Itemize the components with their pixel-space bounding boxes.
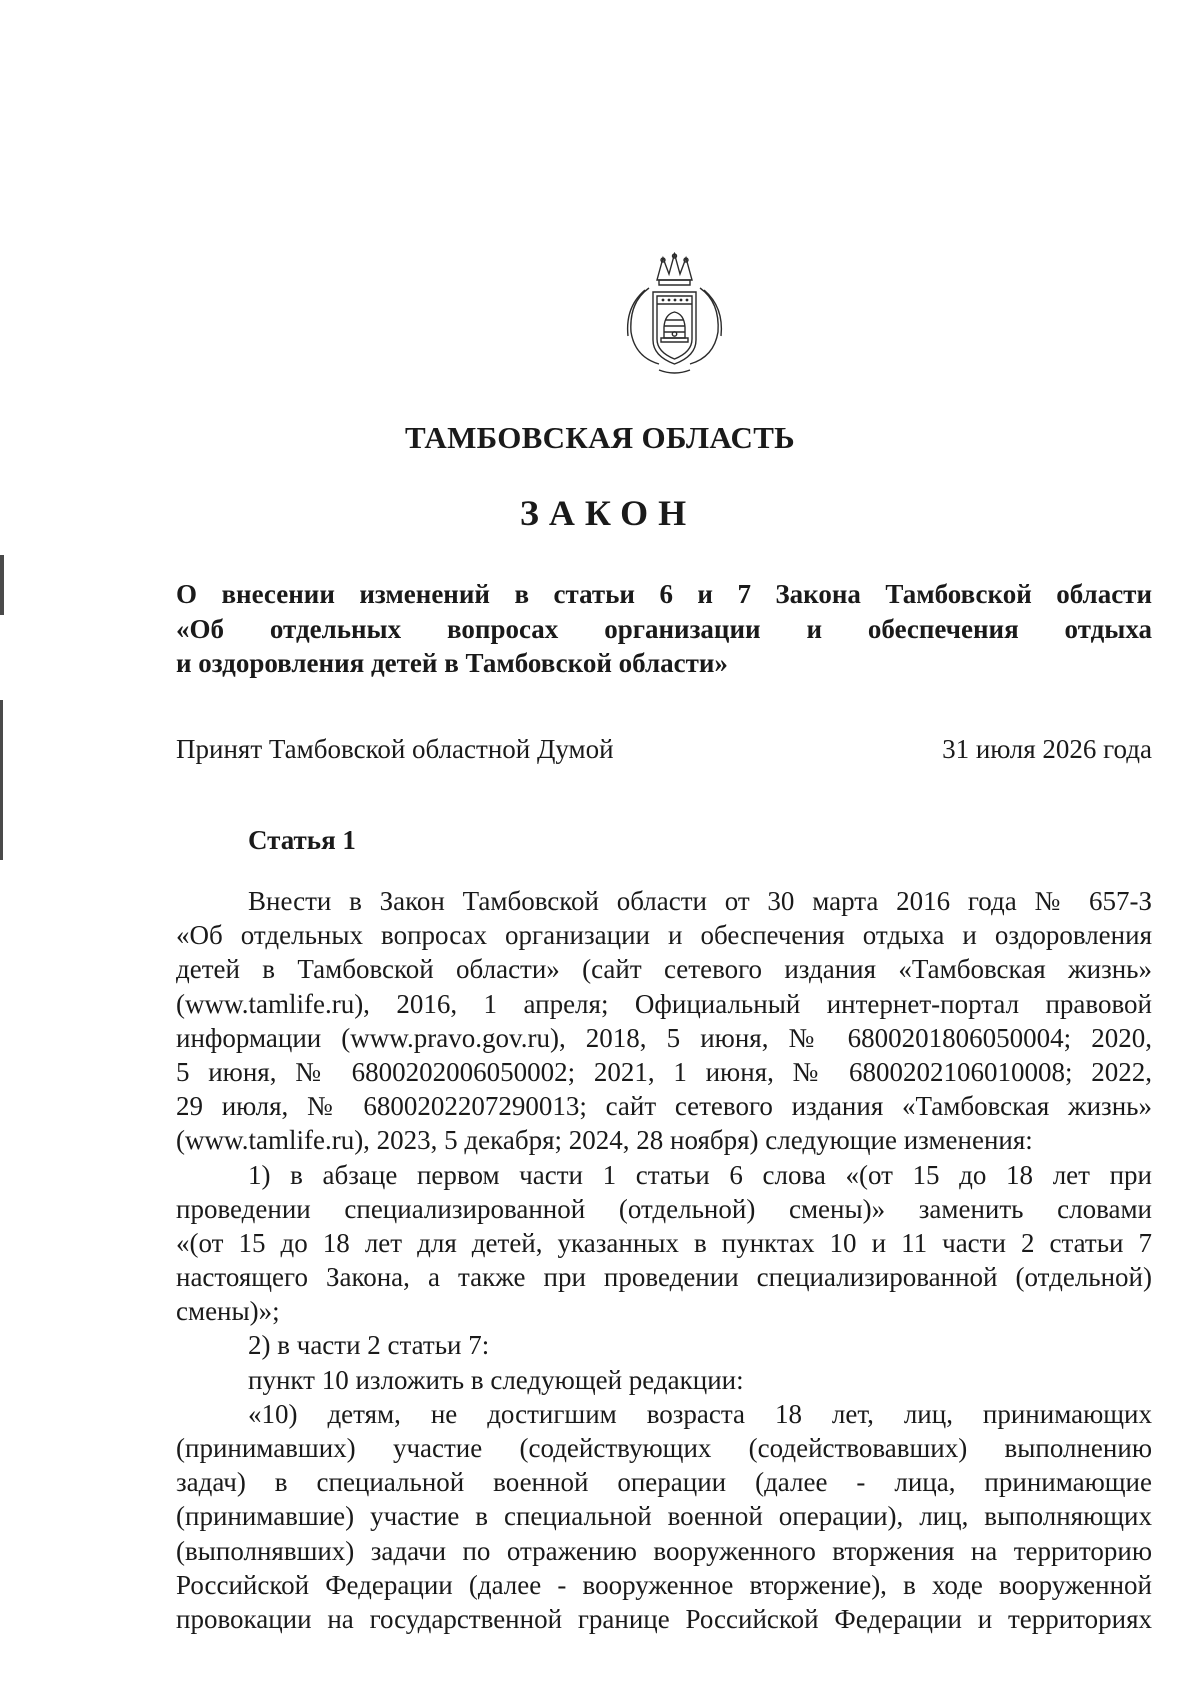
region-name: ТАМБОВСКАЯ ОБЛАСТЬ: [405, 420, 795, 455]
paragraph-line: Российской Федерации (далее - вооруженное вторжение), в ходе вооруженной: [176, 1569, 1152, 1600]
subject-line: «Об отдельных вопросах организации и обеспечения отдыха: [176, 613, 1152, 644]
paragraph-line: (принимавших) участие (содействующих (содействовавших) выполнению: [176, 1433, 1152, 1463]
document-type-title: ЗАКОН: [519, 493, 697, 533]
paragraph-line: «(от 15 до 18 лет для детей, указанных в пунктах 10 и 11 части 2 статьи 7: [176, 1227, 1152, 1258]
paragraph-line: (www.tamlife.ru), 2016, 1 апреля; Официальный интернет-портал правовой: [176, 988, 1152, 1019]
paragraph-line: настоящего Закона, а также при проведении специализированной (отдельной): [176, 1262, 1152, 1293]
paragraph-line: задач) в специальной военной операции (далее - лица, принимающие: [176, 1467, 1152, 1498]
paragraph-line: 29 июля, № 6800202207290013; сайт сетевого издания «Тамбовская жизнь»: [176, 1091, 1152, 1122]
paragraph-line: «10) детям, не достигшим возраста 18 лет, лиц, принимающих: [248, 1398, 1152, 1429]
paragraph-line: Внести в Закон Тамбовской области от 30 марта 2016 года № 657-З: [248, 886, 1152, 916]
adoption-date: 31 июля 2026 года: [942, 734, 1152, 764]
paragraph-line: проведении специализированной (отдельной) смены)» заменить словами: [176, 1193, 1152, 1224]
paragraph-line: 5 июня, № 6800202006050002; 2021, 1 июня, № 6800202106010008; 2022,: [176, 1056, 1152, 1087]
subject-line: О внесении изменений в статьи 6 и 7 Закона Тамбовской области: [176, 579, 1152, 609]
paragraph-line: пункт 10 изложить в следующей редакции:: [248, 1364, 744, 1395]
paragraph-line: провокации на государственной границе Российской Федерации и территориях: [176, 1603, 1152, 1634]
paragraph-line: (www.tamlife.ru), 2023, 5 декабря; 2024, 28 ноября) следующие изменения:: [176, 1125, 1033, 1156]
paragraph-line: смены)»;: [176, 1296, 280, 1327]
paragraph-line: информации (www.pravo.gov.ru), 2018, 5 июня, № 6800201806050004; 2020,: [176, 1022, 1152, 1053]
coat-of-arms-icon: [619, 252, 730, 377]
article-heading: Статья 1: [248, 825, 356, 855]
paragraph-line: детей в Тамбовской области» (сайт сетевого издания «Тамбовская жизнь»: [176, 954, 1152, 985]
paragraph-line: 2) в части 2 статьи 7:: [248, 1330, 490, 1361]
scan-edge-mark: [0, 555, 4, 615]
paragraph-line: (принимавшие) участие в специальной военной операции), лиц, выполняющих: [176, 1501, 1152, 1532]
subject-line: и оздоровления детей в Тамбовской области»: [176, 648, 728, 678]
paragraph-line: 1) в абзаце первом части 1 статьи 6 слова «(от 15 до 18 лет при: [248, 1159, 1152, 1190]
adoption-statement: Принят Тамбовской областной Думой: [176, 734, 614, 764]
law-subject-title: [176, 577, 1152, 681]
paragraph-line: (выполнявших) задачи по отражению вооруженного вторжения на территорию: [176, 1535, 1152, 1566]
scan-edge-mark: [0, 700, 3, 860]
paragraph-line: «Об отдельных вопросах организации и обеспечения отдыха и оздоровления: [176, 920, 1152, 951]
article-body: [176, 884, 1152, 1636]
